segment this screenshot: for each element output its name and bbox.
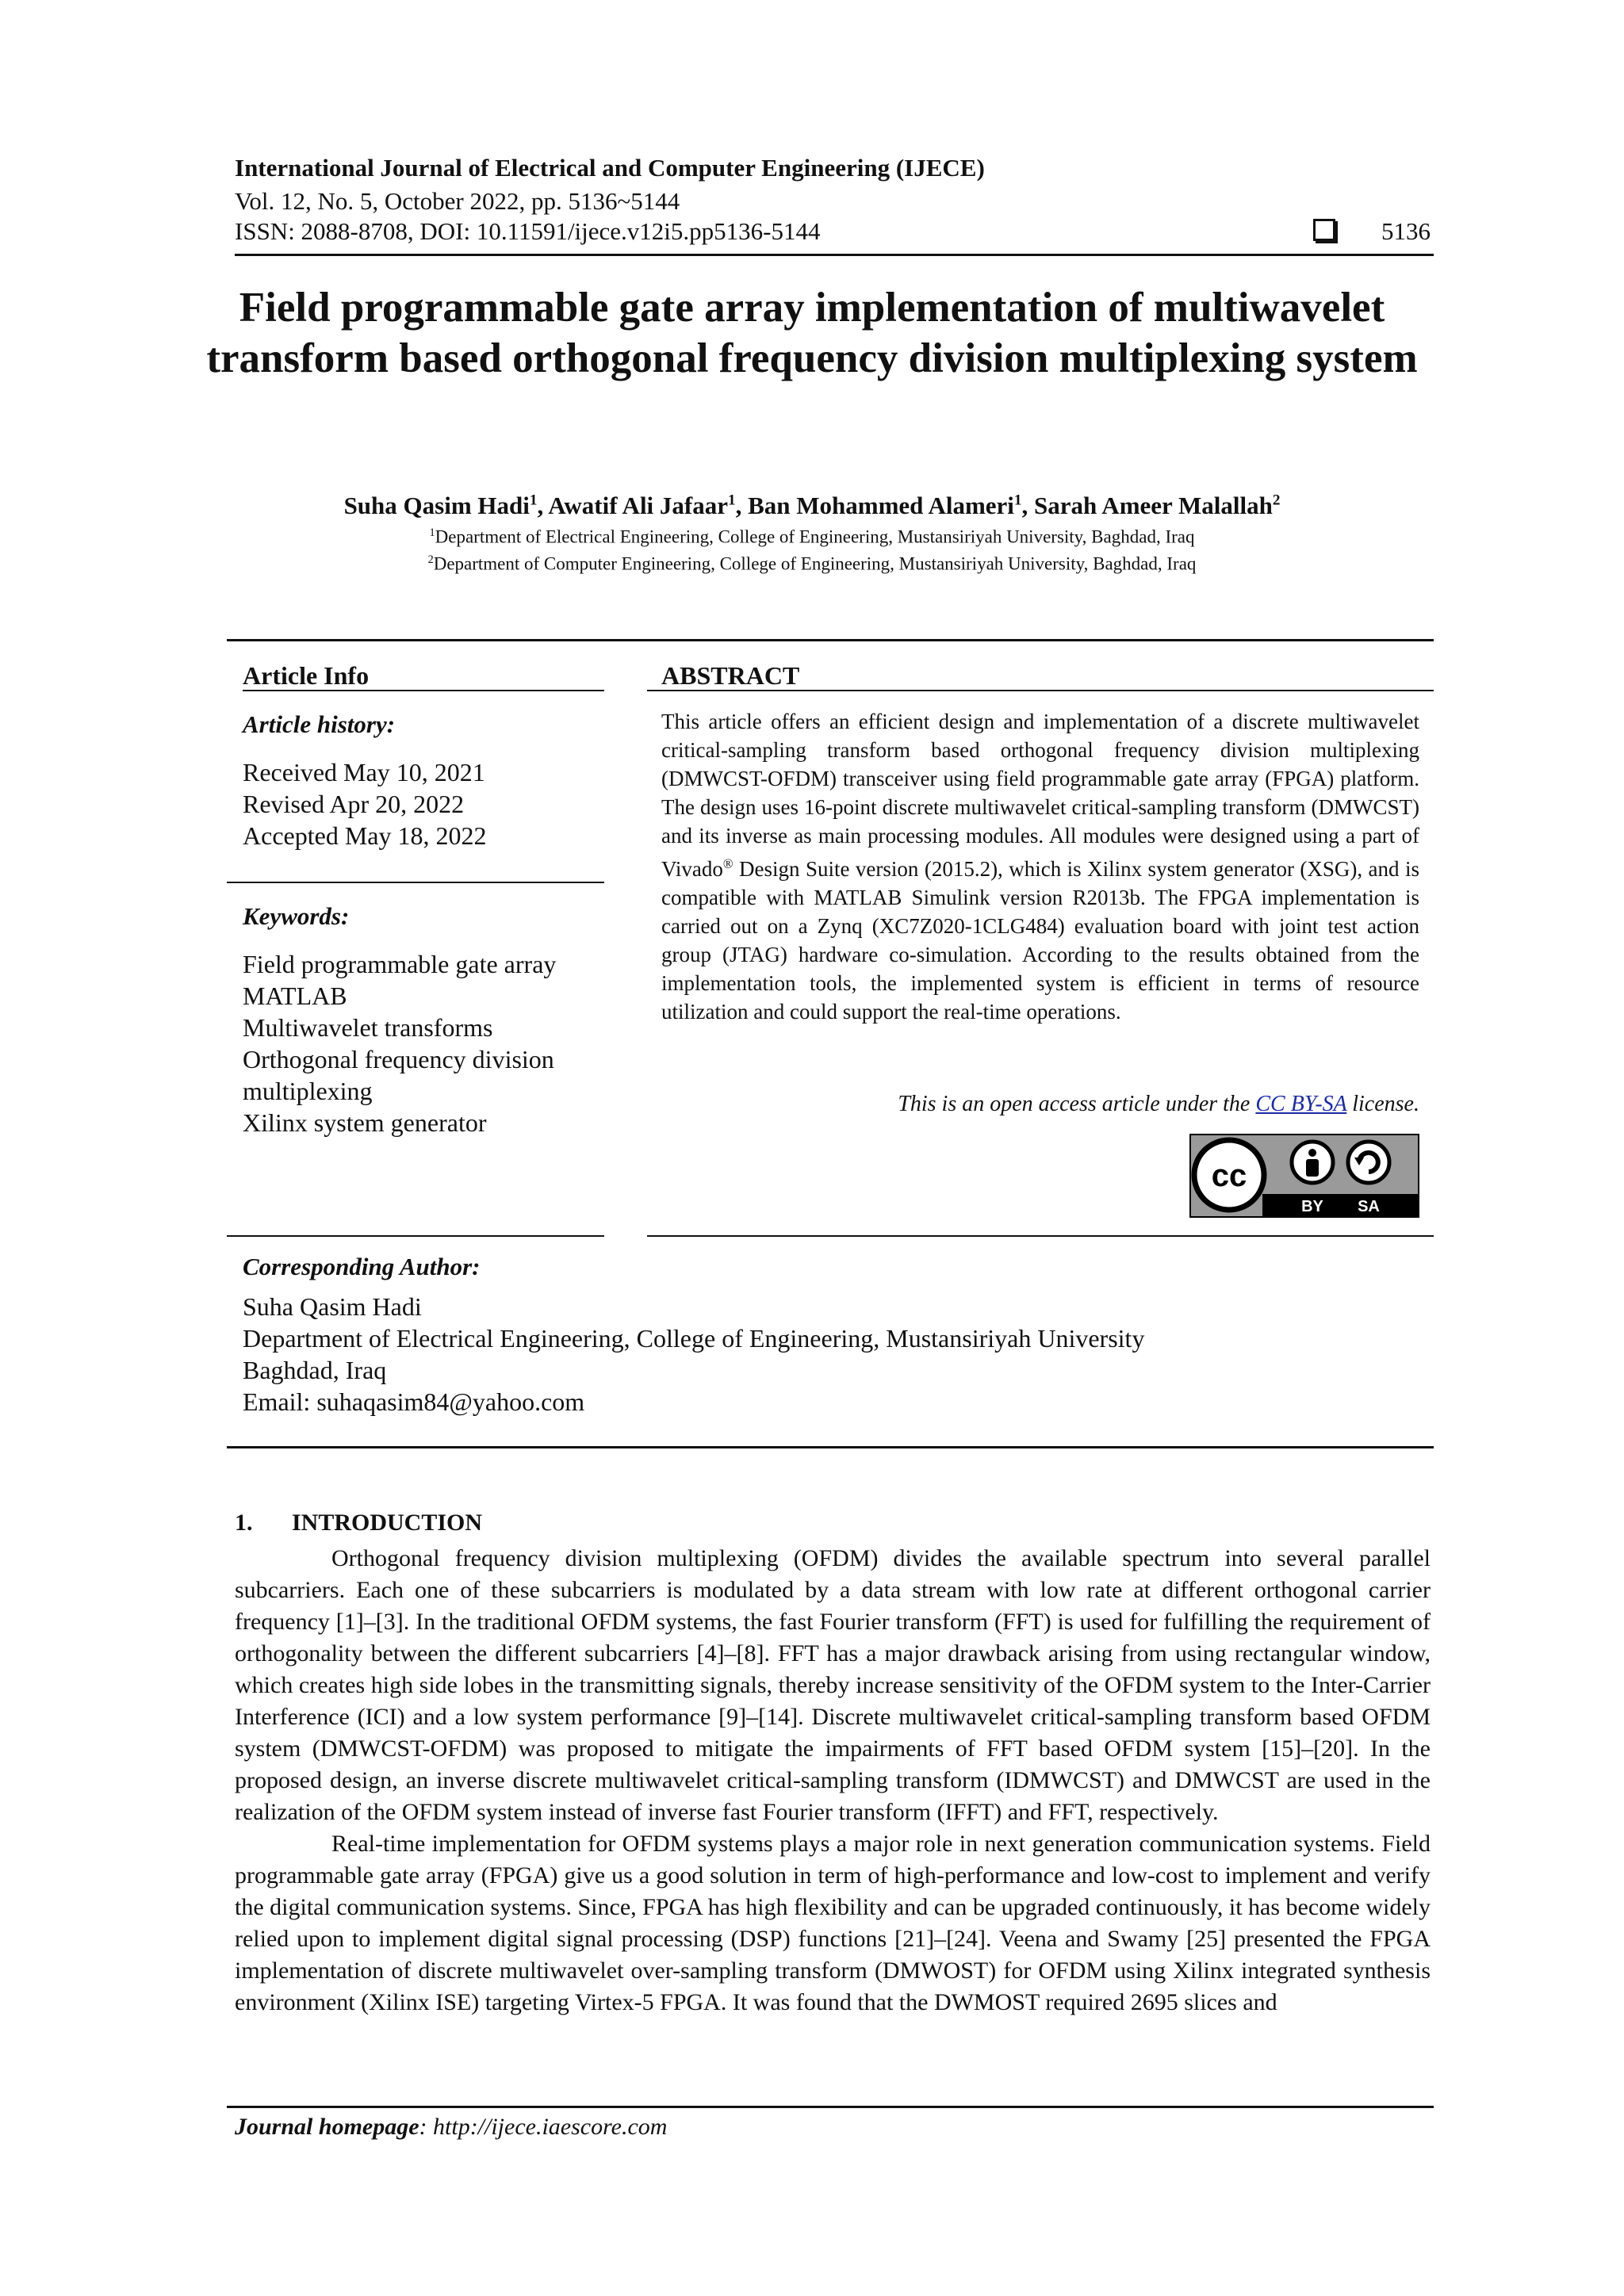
introduction-body xyxy=(235,1543,1431,2019)
homepage-url: : http://ijece.iaescore.com xyxy=(419,2114,668,2140)
accepted-date: Accepted May 18, 2022 xyxy=(243,821,487,850)
sa-sharealike-icon xyxy=(1348,1142,1389,1183)
homepage-label: Journal homepage xyxy=(235,2114,419,2140)
square-bullet-icon xyxy=(1313,219,1335,241)
author-1: Suha Qasim Hadi xyxy=(343,492,530,519)
sa-label: SA xyxy=(1358,1198,1380,1215)
cc-by-sa-badge[interactable] xyxy=(1189,1134,1419,1222)
info-bottom-rule xyxy=(227,1446,1434,1448)
revised-date: Revised Apr 20, 2022 xyxy=(243,790,465,818)
section-title: INTRODUCTION xyxy=(292,1510,483,1536)
keyword: multiplexing xyxy=(243,1077,373,1105)
by-icon-head xyxy=(1308,1149,1316,1157)
license-statement: This is an open access article under the CC BY-SA license. xyxy=(898,1092,1419,1116)
issn-doi-line: ISSN: 2088-8708, DOI: 10.11591/ijece.v12i5.pp5136-5144 xyxy=(235,217,821,245)
introduction-heading xyxy=(235,1510,482,1536)
journal-homepage xyxy=(235,2114,667,2141)
keyword: Xilinx system generator xyxy=(243,1108,487,1137)
abstract-text: This article offers an efficient design and implementation of a discrete multiwavelet critical-sampling transform based orthogonal frequency division multiplexing (DMWCST-OFDM) transceiver using field programmable gate array (FPGA) platform. The design uses 16-point discrete multiwavelet critical-sampling transform (DMWCST) and its inverse as main processing modules. All modules were designed using a part of Vivado® Design Suite version (2015.2), which is Xilinx system generator (XSG), and is compatible with MATLAB Simulink version R2013b. The FPGA implementation is carried out on a Zynq (XC7Z020-1CLG484) evaluation board with joint test action group (JTAG) hardware co-simulation. According to the results obtained from the implementation tools, the implemented system is efficient in terms of resource utilization and could support the real-time operations. xyxy=(661,710,1419,1024)
paragraph: Orthogonal frequency division multiplexing (OFDM) divides the available spectrum into several parallel subcarriers. Each one of these subcarriers is modulated by a data stream with low rate at different orthogonal carrier frequency [1]–[3]. In the traditional OFDM systems, the fast Fourier transform (FFT) is used for fulfilling the requirement of orthogonality between the different subcarriers [4]–[8]. FFT has a major drawback arising from using rectangular window, which creates high side lobes in the transmitting signals, thereby increase sensitivity of the OFDM system to the Inter-Carrier Interference (ICI) and a low system performance [9]–[14]. Discrete multiwavelet critical-sampling transform based OFDM system (DMWCST-OFDM) was proposed to mitigate the impairments of FFT based OFDM system [15]–[20]. In the proposed design, an inverse discrete multiwavelet critical-sampling transform (IDMWCST) and DMWCST are used in the realization of the OFDM system instead of inverse fast Fourier transform (IFFT) and FFT, respectively. xyxy=(235,1545,1431,1825)
keywords-heading: Keywords: xyxy=(243,902,350,930)
keyword: Multiwavelet transforms xyxy=(243,1013,493,1042)
badge-label-strip xyxy=(1262,1194,1418,1216)
keyword: MATLAB xyxy=(243,982,347,1010)
page-number: 5136 xyxy=(1381,217,1431,245)
author-2: Awatif Ali Jafaar xyxy=(548,492,728,519)
abstract-heading: ABSTRACT xyxy=(661,661,800,690)
keyword: Orthogonal frequency division xyxy=(243,1045,554,1073)
article-history-heading: Article history: xyxy=(243,710,396,738)
corresponding-author-heading: Corresponding Author: xyxy=(243,1253,481,1280)
corresponding-name: Suha Qasim Hadi xyxy=(243,1292,422,1321)
paragraph: Real-time implementation for OFDM systems plays a major role in next generation communication systems. Field programmable gate array (FPGA) give us a good solution in term of high-performance and low-cost to implement and verify the digital communication systems. Since, FPGA has high flexibility and can be upgraded continuously, it has become widely relied upon to implement digital signal processing (DSP) functions [21]–[24]. Veena and Swamy [25] presented the FPGA implementation of discrete multiwavelet over-sampling transform (DMWOST) for OFDM using Xilinx integrated synthesis environment (Xilinx ISE) targeting Virtex-5 FPGA. It was found that the DWMOST required 2695 slices and xyxy=(235,1831,1431,2015)
cc-badge-graphic xyxy=(1189,1134,1419,1218)
footer-rule xyxy=(227,2106,1434,2108)
by-icon-body xyxy=(1306,1159,1319,1177)
affiliation-2: $^2$Department of Computer Engineering, College of Engineering, Mustansiriyah University, Baghdad, Iraq xyxy=(427,553,1197,574)
keywords-list xyxy=(243,948,556,1138)
paper-title: Field programmable gate array implementation of multiwavelet transform based orthogonal frequency division multiplexing system xyxy=(206,285,1418,381)
affiliation-1: $^1$Department of Electrical Engineering, College of Engineering, Mustansiriyah University, Baghdad, Iraq xyxy=(429,526,1195,547)
article-history xyxy=(243,756,486,851)
info-top-rule xyxy=(227,639,1434,641)
author-3: Ban Mohammed Alameri xyxy=(748,492,1014,519)
author-4: Sarah Ameer Malallah xyxy=(1034,492,1273,519)
keywords-rule xyxy=(227,882,604,883)
received-date: Received May 10, 2021 xyxy=(243,758,485,786)
author-list: Suha Qasim Hadi$^1$, Awatif Ali Jafaar$^1$, Ban Mohammed Alameri$^1$, Sarah Ameer Malallah$^2$ xyxy=(343,492,1281,519)
journal-name: International Journal of Electrical and Computer Engineering (IJECE) xyxy=(235,154,985,182)
cc-by-sa-link[interactable]: CC BY-SA xyxy=(1255,1092,1347,1116)
volume-line: Vol. 12, No. 5, October 2022, pp. 5136~5144 xyxy=(235,187,680,215)
corresponding-author-details xyxy=(243,1291,1144,1418)
header-rule xyxy=(235,254,1434,256)
corresponding-dept: Department of Electrical Engineering, College of Engineering, Mustansiriyah University xyxy=(243,1324,1145,1353)
section-number: 1. xyxy=(235,1510,253,1536)
corresponding-city: Baghdad, Iraq xyxy=(243,1356,387,1384)
corresponding-email: Email: suhaqasim84@yahoo.com xyxy=(243,1387,585,1416)
article-info-heading: Article Info xyxy=(243,661,370,690)
corresponding-left-rule xyxy=(227,1235,604,1237)
keyword: Field programmable gate array xyxy=(243,950,557,978)
corresponding-right-rule xyxy=(647,1235,1434,1237)
by-label: BY xyxy=(1301,1198,1323,1215)
page-number-block xyxy=(1313,217,1431,246)
cc-icon-text: cc xyxy=(1211,1158,1247,1193)
